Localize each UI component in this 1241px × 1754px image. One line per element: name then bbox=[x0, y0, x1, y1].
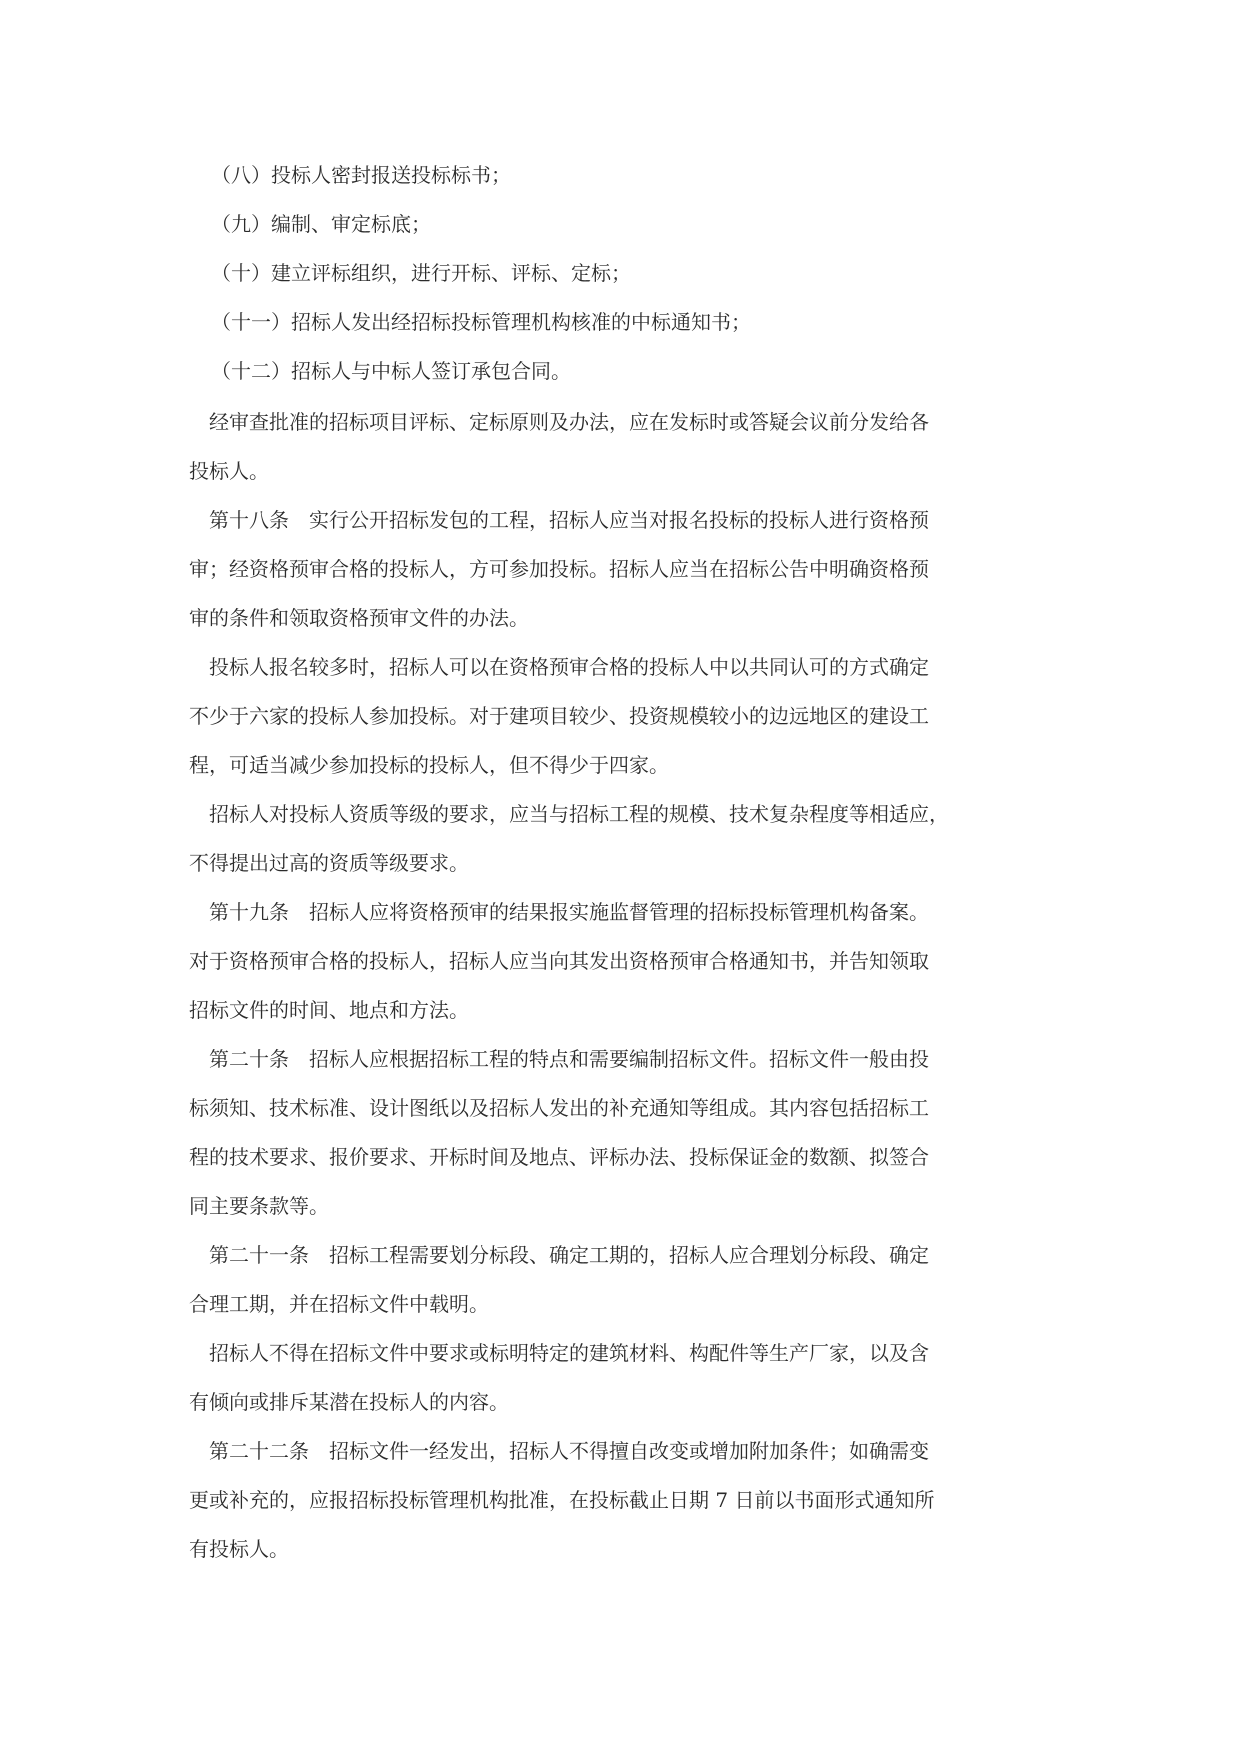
paragraph-line: 审；经资格预审合格的投标人，方可参加投标。招标人应当在招标公告中明确资格预 bbox=[189, 557, 929, 581]
paragraph-line: 合理工期，并在招标文件中载明。 bbox=[189, 1292, 489, 1316]
paragraph-line: 更或补充的，应报招标投标管理机构批准，在投标截止日期 7 日前以书面形式通知所 bbox=[189, 1488, 935, 1512]
paragraph-line: 有倾向或排斥某潜在投标人的内容。 bbox=[189, 1390, 509, 1414]
list-item-9: （九）编制、审定标底； bbox=[211, 212, 431, 236]
paragraph-line: 对于资格预审合格的投标人，招标人应当向其发出资格预审合格通知书，并告知领取 bbox=[189, 949, 929, 973]
paragraph-line: 标须知、技术标准、设计图纸以及招标人发出的补充通知等组成。其内容包括招标工 bbox=[189, 1096, 929, 1120]
paragraph-line: 程，可适当减少参加投标的投标人，但不得少于四家。 bbox=[189, 753, 669, 777]
paragraph-line: 招标文件的时间、地点和方法。 bbox=[189, 998, 469, 1022]
paragraph-line: 招标人不得在招标文件中要求或标明特定的建筑材料、构配件等生产厂家，以及含 bbox=[209, 1341, 929, 1365]
list-item-10: （十）建立评标组织，进行开标、评标、定标； bbox=[211, 261, 631, 285]
list-item-12: （十二）招标人与中标人签订承包合同。 bbox=[211, 359, 571, 383]
paragraph-line: 投标人。 bbox=[189, 459, 269, 483]
paragraph-line: 审的条件和领取资格预审文件的办法。 bbox=[189, 606, 529, 630]
article-18-line: 第十八条 实行公开招标发包的工程，招标人应当对报名投标的投标人进行资格预 bbox=[209, 508, 929, 532]
list-item-8: （八）投标人密封报送投标标书； bbox=[211, 163, 511, 187]
paragraph-line: 不少于六家的投标人参加投标。对于建项目较少、投资规模较小的边远地区的建设工 bbox=[189, 704, 929, 728]
article-22-line: 第二十二条 招标文件一经发出，招标人不得擅自改变或增加附加条件；如确需变 bbox=[209, 1439, 929, 1463]
paragraph-line: 同主要条款等。 bbox=[189, 1194, 329, 1218]
paragraph-line: 有投标人。 bbox=[189, 1537, 289, 1561]
list-item-11: （十一）招标人发出经招标投标管理机构核准的中标通知书； bbox=[211, 310, 751, 334]
paragraph-line: 程的技术要求、报价要求、开标时间及地点、评标办法、投标保证金的数额、拟签合 bbox=[189, 1145, 929, 1169]
article-21-line: 第二十一条 招标工程需要划分标段、确定工期的，招标人应合理划分标段、确定 bbox=[209, 1243, 929, 1267]
article-19-line: 第十九条 招标人应将资格预审的结果报实施监督管理的招标投标管理机构备案。 bbox=[209, 900, 929, 924]
paragraph-line: 投标人报名较多时，招标人可以在资格预审合格的投标人中以共同认可的方式确定 bbox=[209, 655, 929, 679]
article-20-line: 第二十条 招标人应根据招标工程的特点和需要编制招标文件。招标文件一般由投 bbox=[209, 1047, 929, 1071]
paragraph-line: 不得提出过高的资质等级要求。 bbox=[189, 851, 469, 875]
paragraph-line: 经审查批准的招标项目评标、定标原则及办法，应在发标时或答疑会议前分发给各 bbox=[209, 410, 929, 434]
paragraph-line: 招标人对投标人资质等级的要求，应当与招标工程的规模、技术复杂程度等相适应， bbox=[209, 802, 949, 826]
